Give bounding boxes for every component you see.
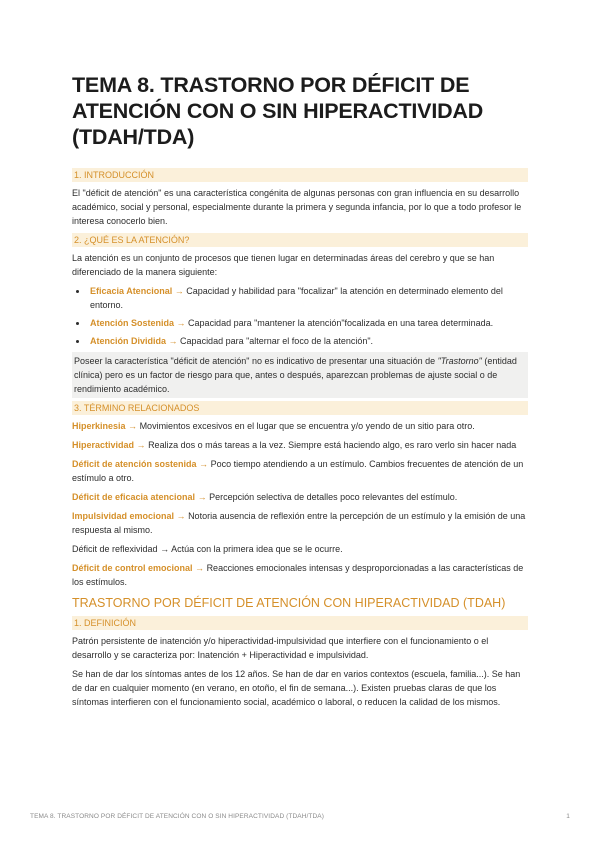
que-es-paragraph: La atención es un conjunto de procesos que tienen lugar en determinadas áreas del cerebro y que se han diferenciado de la manera siguiente: xyxy=(72,253,495,277)
arrow-icon: → xyxy=(176,318,186,328)
section-heading-intro: 1. INTRODUCCIÓN xyxy=(72,168,528,182)
term-label: Déficit de atención sostenida xyxy=(72,459,197,469)
arrow-icon: → xyxy=(176,511,186,521)
arrow-icon: → xyxy=(195,563,205,573)
arrow-icon: → xyxy=(174,286,184,296)
term-label: Atención Sostenida xyxy=(90,318,175,328)
term-entry xyxy=(72,457,528,485)
list-item xyxy=(88,334,528,348)
term-label: Déficit de eficacia atencional xyxy=(72,492,196,502)
term-description: Actúa con la primera idea que se le ocurre. xyxy=(171,544,343,554)
section-heading-que-es: 2. ¿QUÉ ES LA ATENCIÓN? xyxy=(72,233,528,247)
term-entry xyxy=(72,542,528,556)
term-entry xyxy=(72,509,528,537)
definition-paragraph-1: Patrón persistente de inatención y/o hiperactividad-impulsividad que interfiere con el funcionamiento o el desarrollo y se caracteriza por: Inatención + Hiperactividad e impulsividad. xyxy=(72,636,489,660)
page-content xyxy=(72,72,528,714)
term-description: Capacidad para "alternar el foco de la atención". xyxy=(180,336,374,346)
term-label: Déficit de reflexividad xyxy=(72,544,158,554)
page-footer xyxy=(30,813,570,820)
term-label: Impulsividad emocional xyxy=(72,511,175,521)
term-description: Realiza dos o más tareas a la vez. Siempre está haciendo algo, es raro verlo sin hacer nada xyxy=(148,440,517,450)
note-text-italic: "Trastorno" xyxy=(437,356,482,366)
section-heading-terminos: 3. TÉRMINO RELACIONADOS xyxy=(72,401,528,415)
arrow-icon: → xyxy=(199,459,209,469)
list-item xyxy=(88,284,528,312)
term-description: Capacidad y habilidad para "focalizar" la atención en determinado elemento del entorno. xyxy=(90,286,503,310)
term-description: Notoria ausencia de reflexión entre la percepción de un estímulo y la emisión de una respuesta al mismo. xyxy=(72,511,526,535)
term-description: Reacciones emocionales intensas y desproporcionadas a las características de los estímulos. xyxy=(72,563,524,587)
arrow-icon: → xyxy=(168,336,178,346)
term-label: Hiperactividad xyxy=(72,440,135,450)
intro-paragraph: El "déficit de atención" es una característica congénita de algunas personas con gran influencia en su desarrollo académico, social y personal, especialmente durante la primera y segunda infancia, por lo que a todo profesor le interesa conocerlo bien. xyxy=(72,188,522,226)
term-label: Eficacia Atencional xyxy=(90,286,173,296)
note-callout xyxy=(72,352,528,398)
term-entry xyxy=(72,490,528,504)
definition-paragraph-2: Se han de dar los síntomas antes de los 12 años. Se han de dar en varios contextos (escuela, familia...). Se han de dar en cualquier momento (en verano, en otoño, el fin de semana...). Existen pruebas claras de que los síntomas interfieren con el funcionamiento social, académico o laboral, o reducen la calidad de los mismos. xyxy=(72,669,521,707)
term-description: Capacidad para "mantener la atención"focalizada en una tarea determinada. xyxy=(188,318,494,328)
arrow-icon: → xyxy=(128,421,138,431)
term-label: Déficit de control emocional xyxy=(72,563,193,573)
footer-text: TEMA 8. TRASTORNO POR DÉFICIT DE ATENCIÓN CON O SIN HIPERACTIVIDAD (TDAH/TDA) xyxy=(30,813,324,820)
attention-types-list xyxy=(72,284,528,348)
section-heading-definicion: 1. DEFINICIÓN xyxy=(72,616,528,630)
term-description: Percepción selectiva de detalles poco relevantes del estímulo. xyxy=(209,492,458,502)
arrow-icon: → xyxy=(197,492,207,502)
note-text-pre: Poseer la característica "déficit de atención" no es indicativo de presentar una situación de xyxy=(74,356,438,366)
note-text-post: (entidad clínica) pero es un factor de riesgo para que, antes o después, aparezcan problemas de ajuste social o de rendimiento académico. xyxy=(74,356,517,394)
term-label: Atención Dividida xyxy=(90,336,167,346)
term-entry xyxy=(72,419,528,433)
term-entry xyxy=(72,561,528,589)
page-title: TEMA 8. TRASTORNO POR DÉFICIT DE ATENCIÓN CON O SIN HIPERACTIVIDAD (TDAH/TDA) xyxy=(72,73,484,149)
term-description: Poco tiempo atendiendo a un estímulo. Cambios frecuentes de atención de un estímulo a otro. xyxy=(72,459,524,483)
arrow-icon: → xyxy=(160,544,170,554)
term-label: Hiperkinesia xyxy=(72,421,126,431)
page-number: 1 xyxy=(566,813,570,820)
term-description: Movimientos excesivos en el lugar que se encuentra y/o yendo de un sitio para otro. xyxy=(139,421,475,431)
tdah-heading: TRASTORNO POR DÉFICIT DE ATENCIÓN CON HIPERACTIVIDAD (TDAH) xyxy=(72,596,506,610)
term-entry xyxy=(72,438,528,452)
list-item xyxy=(88,316,528,330)
arrow-icon: → xyxy=(136,440,146,450)
